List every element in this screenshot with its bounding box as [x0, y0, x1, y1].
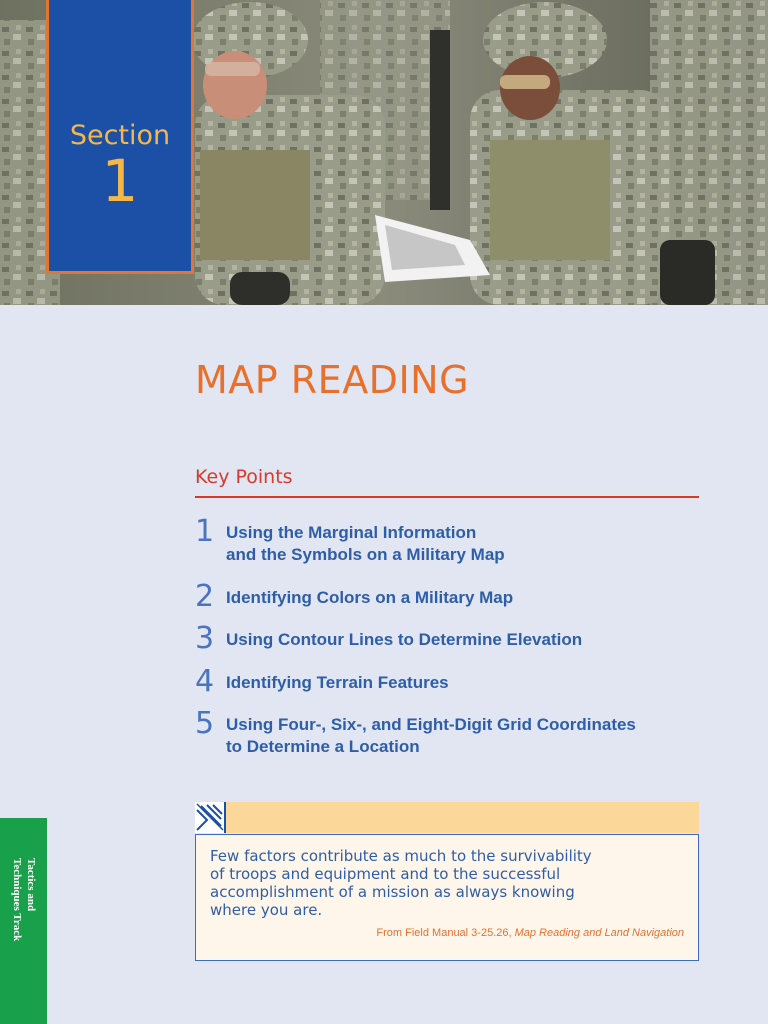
key-point-number: 4 — [195, 664, 215, 699]
key-point-line: Identifying Terrain Features — [226, 673, 449, 692]
key-points-heading: Key Points — [195, 466, 293, 488]
key-point-line: Identifying Colors on a Military Map — [226, 588, 514, 607]
key-point-text — [226, 522, 696, 566]
track-label — [8, 858, 38, 941]
section-label: Section — [69, 120, 171, 151]
section-number: 1 — [101, 147, 139, 215]
quote-line: accomplishment of a mission as always knowing — [210, 883, 575, 901]
quote-header-bar — [195, 802, 699, 833]
quote-box — [195, 834, 699, 961]
key-point-line: Using Four-, Six-, and Eight-Digit Grid Coordinates — [226, 715, 636, 734]
key-point-line: and the Symbols on a Military Map — [226, 545, 505, 564]
section-badge — [46, 0, 194, 274]
key-point-number: 2 — [195, 579, 215, 614]
quote-line: where you are. — [210, 901, 323, 919]
quote-source-prefix: From Field Manual 3-25.26, — [376, 927, 515, 939]
quote-line: of troops and equipment and to the successful — [210, 865, 561, 883]
key-points-divider — [195, 496, 699, 498]
hero-photo — [0, 0, 768, 305]
quote-source-title: Map Reading and Land Navigation — [514, 927, 684, 939]
track-label-line: Tactics and — [25, 858, 37, 912]
quote-source — [376, 927, 684, 939]
quote-line: Few factors contribute as much to the survivability — [210, 847, 592, 865]
key-point-number: 5 — [195, 706, 215, 741]
quote-text — [210, 847, 680, 919]
track-label-line: Techniques Track — [11, 858, 23, 942]
track-side-tab — [0, 818, 47, 1024]
key-point-line: to Determine a Location — [226, 737, 420, 756]
key-point-text — [226, 629, 696, 651]
key-point-text — [226, 587, 696, 609]
key-point-line: Using the Marginal Information — [226, 523, 477, 542]
key-point-number: 3 — [195, 621, 215, 656]
key-point-text — [226, 672, 696, 694]
key-point-number: 1 — [195, 514, 215, 549]
key-point-text — [226, 714, 696, 758]
map-contour-icon — [195, 802, 226, 833]
key-point-line: Using Contour Lines to Determine Elevation — [226, 630, 583, 649]
page-title: MAP READING — [195, 358, 470, 402]
